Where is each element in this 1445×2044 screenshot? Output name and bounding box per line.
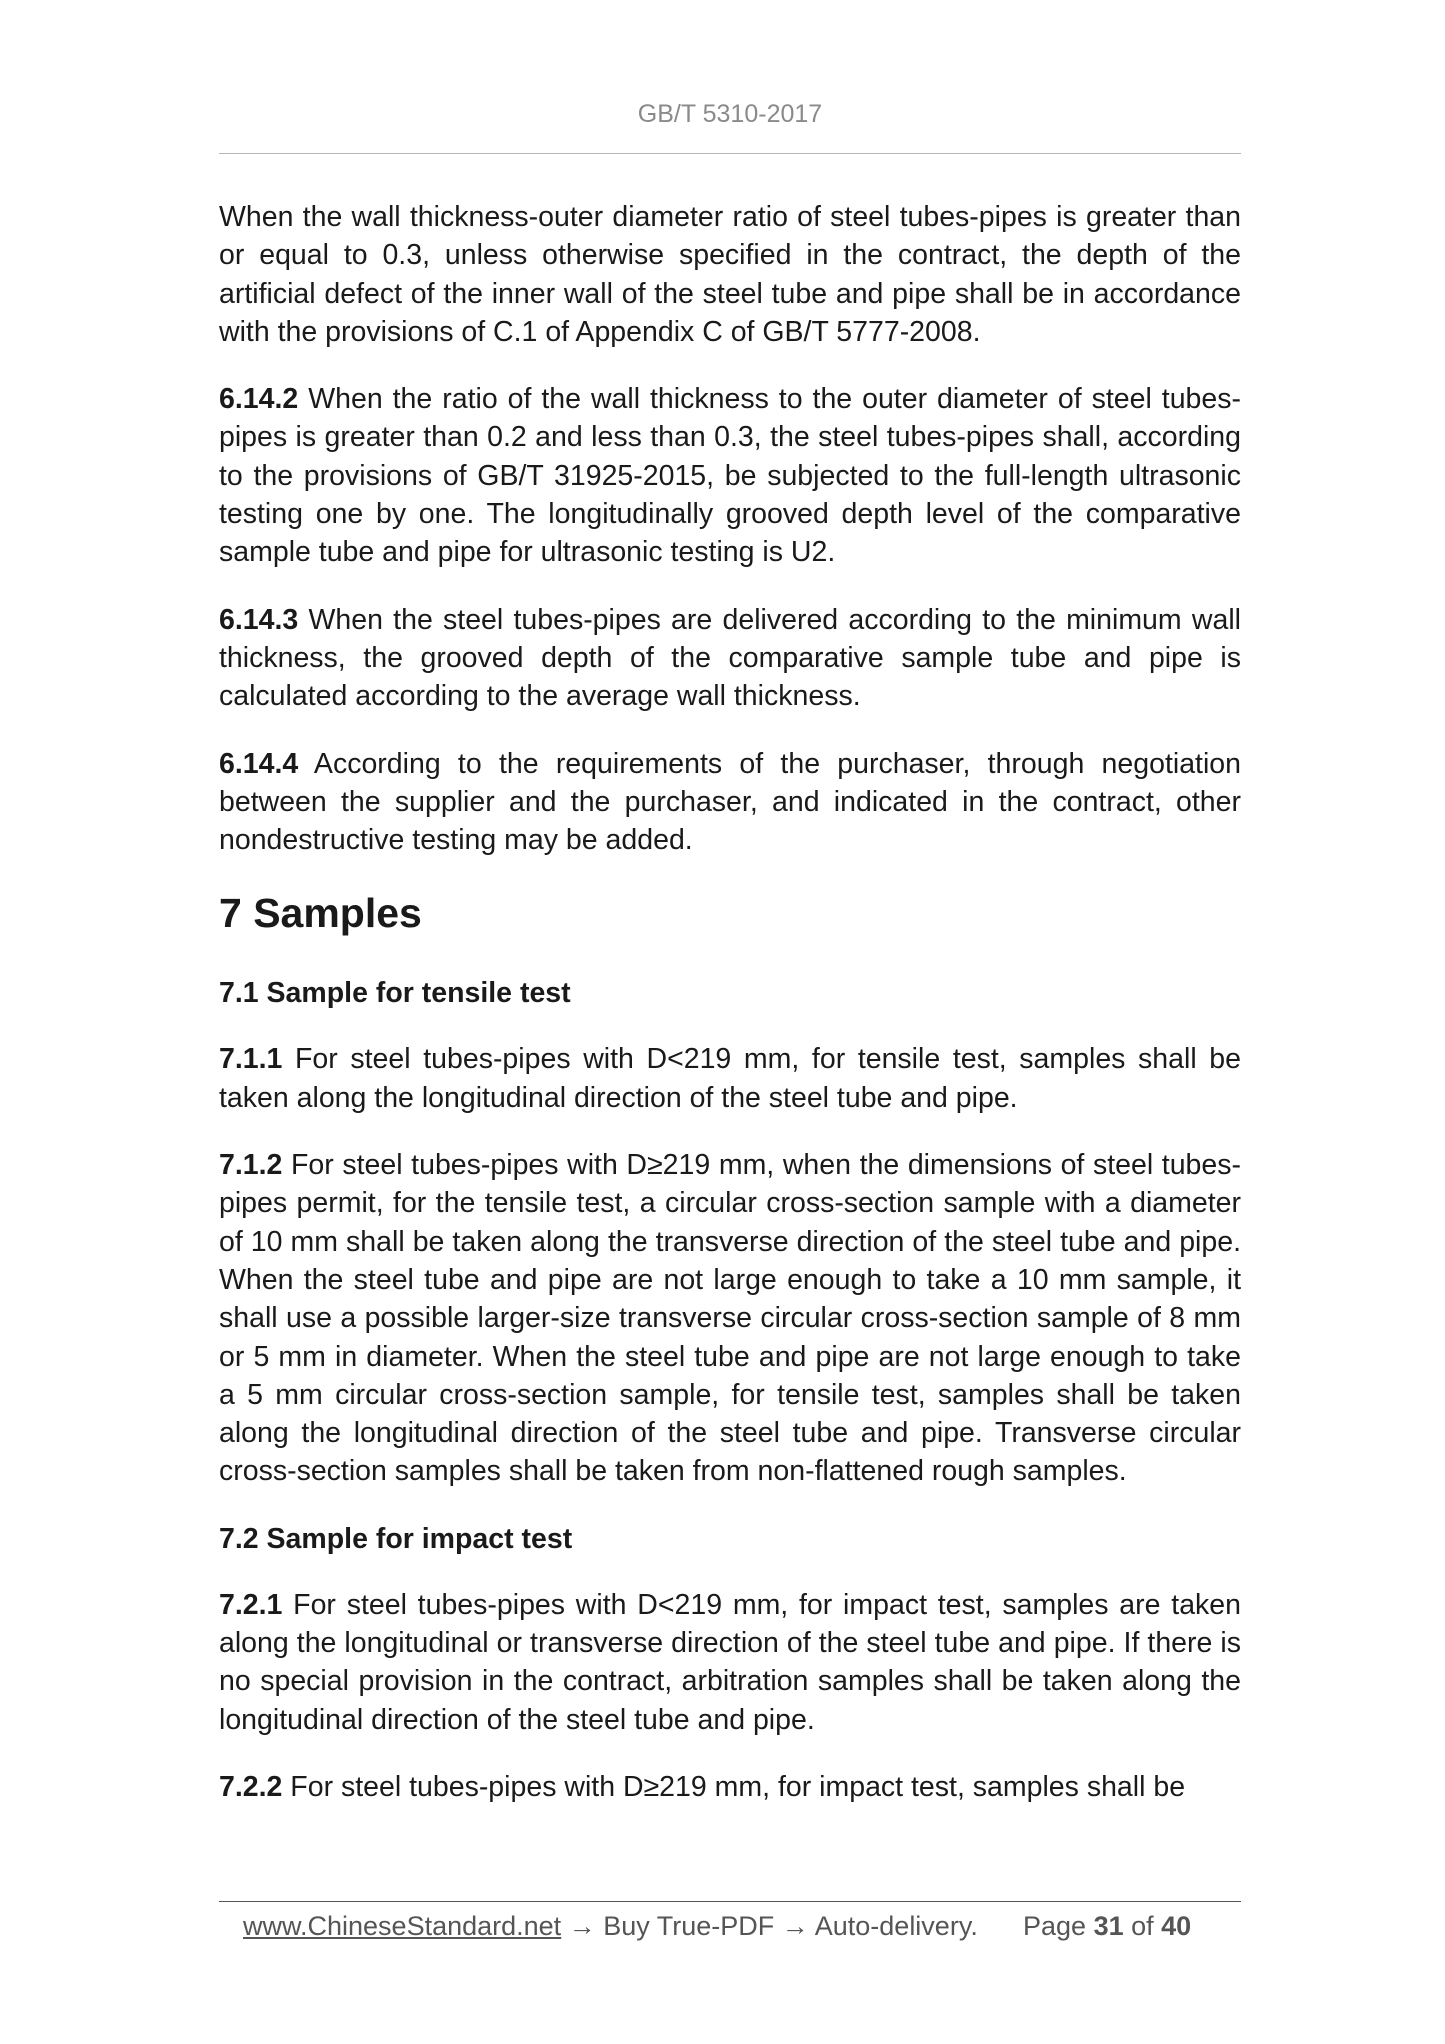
clause-6-14-3 <box>219 601 1241 716</box>
page-indicator <box>1023 1908 1191 1944</box>
clause-text: For steel tubes-pipes with D<219 mm, for tensile test, samples shall be taken along the longitudinal direction of the steel tube and pipe. <box>219 1043 1241 1114</box>
clause-number: 6.14.2 <box>219 383 299 416</box>
clause-text: For steel tubes-pipes with D<219 mm, for impact test, samples are taken along the longitudinal or transverse direction of the steel tube and pipe. If there is no special provision in the contract, arbitration samples shall be taken along the longitudinal direction of the steel tube and pipe. <box>219 1588 1241 1736</box>
header-divider <box>219 153 1241 154</box>
clause-7-2-2 <box>219 1768 1241 1806</box>
clause-number: 6.14.4 <box>219 747 299 780</box>
paragraph <box>219 198 1241 351</box>
page-number: 31 <box>1093 1911 1124 1941</box>
of-label: of <box>1123 1911 1162 1941</box>
paragraph-text: When the wall thickness-outer diameter ratio of steel tubes-pipes is greater than or equal to 0.3, unless otherwise specified in the contract, the depth of the artificial defect of the inner wall of the steel tube and pipe shall be in accordance with the provisions of C.1 of Appendix C of GB/T 5777-2008. <box>219 201 1241 348</box>
page-footer <box>243 1908 1192 1944</box>
clause-text: According to the requirements of the purchaser, through negotiation between the supplier and the purchaser, and indicated in the contract, other nondestructive testing may be added. <box>219 747 1241 857</box>
website-link[interactable]: www.ChineseStandard.net <box>243 1911 562 1941</box>
clause-text: For steel tubes-pipes with D≥219 mm, for impact test, samples shall be <box>282 1770 1186 1803</box>
clause-7-1-1 <box>219 1040 1241 1117</box>
subsection-heading-impact: 7.2 Sample for impact test <box>219 1522 573 1555</box>
clause-text: When the ratio of the wall thickness to the outer diameter of steel tubes-pipes is greater than 0.2 and less than 0.3, the steel tubes-pipes shall, according to the provisions of GB/T 31925-2015, be subjected to the full-length ultrasonic testing one by one. The longitudinally grooved depth level of the comparative sample tube and pipe for ultrasonic testing is U2. <box>219 383 1241 569</box>
subsection-heading-tensile: 7.1 Sample for tensile test <box>219 977 571 1010</box>
clause-number: 7.2.2 <box>219 1770 283 1803</box>
clause-7-1-2 <box>219 1146 1241 1491</box>
clause-text: For steel tubes-pipes with D≥219 mm, when the dimensions of steel tubes-pipes permit, for the tensile test, a circular cross-section sample with a diameter of 10 mm shall be taken along the transverse direction of the steel tube and pipe. When the steel tube and pipe are not large enough to take a 10 mm sample, it shall use a possible larger-size transverse circular cross-section sample of 8 mm or 5 mm in diameter. When the steel tube and pipe are not large enough to take a 5 mm circular cross-section sample, for tensile test, samples shall be taken along the longitudinal direction of the steel tube and pipe. Transverse circular cross-section samples shall be taken from non-flattened rough samples. <box>219 1149 1241 1488</box>
section-heading-samples: 7 Samples <box>219 890 422 937</box>
clause-6-14-2 <box>219 380 1241 571</box>
page-header: GB/T 5310-2017 <box>637 100 823 128</box>
clause-7-2-1 <box>219 1586 1241 1739</box>
clause-text: When the steel tubes-pipes are delivered according to the minimum wall thickness, the grooved depth of the comparative sample tube and pipe is calculated according to the average wall thickness. <box>219 603 1241 713</box>
clause-number: 6.14.3 <box>219 603 299 636</box>
clause-number: 7.1.1 <box>219 1043 283 1076</box>
total-pages: 40 <box>1161 1911 1192 1941</box>
clause-6-14-4 <box>219 745 1241 860</box>
footer-divider <box>219 1901 1241 1902</box>
document-body <box>219 198 1241 1835</box>
page-label: Page <box>1023 1911 1094 1941</box>
clause-number: 7.2.1 <box>219 1588 283 1621</box>
footer-text: → Buy True-PDF → Auto-delivery. <box>561 1911 978 1941</box>
document-page <box>219 0 1241 2044</box>
clause-number: 7.1.2 <box>219 1149 283 1182</box>
